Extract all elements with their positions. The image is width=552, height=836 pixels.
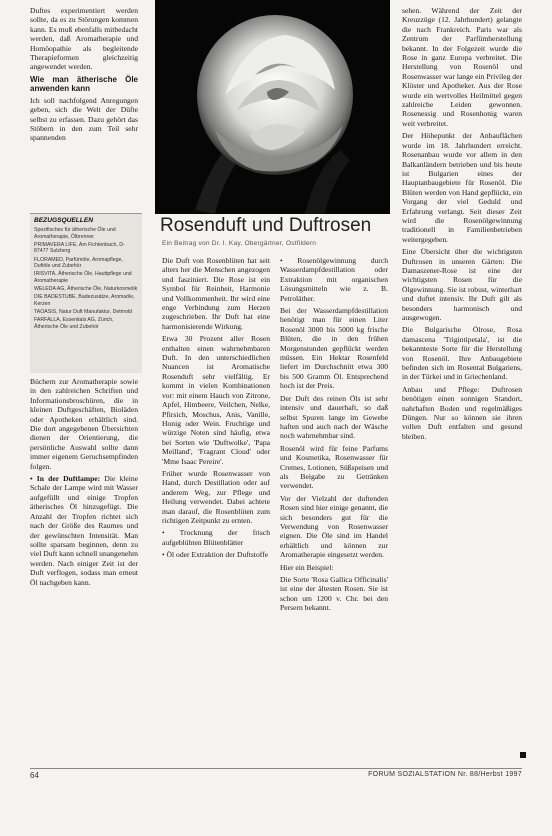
bullet-text: Die kleine Schale der Lampe wird mit Wasser aufgefüllt und einige Tropfen ätherisches Öl hinzugefügt. Die Anzahl der Tropfen richtet sich nach der Größe des Raumes und der gewünschten Intensität. Man sollte sparsam beginnen, denn zu viel Duft kann schnell unangenehm werden. Nach einiger Zeit ist der Duft verflogen, sodass man erneut Öl nachgeben kann. xyxy=(30,474,138,587)
mid1-paragraph-1: Die Duft von Rosenblüten hat seit alters her die Menschen angezogen und fasziniert. Die Rose ist ein Symbol für Reinheit, Harmonie und Vollkommenheit. Ihr wird eine enge Verbindung zum Herzen zugeschrieben. Ihr Duft hat eine harmonisierende Wirkung. xyxy=(162,256,270,331)
mid2-paragraph-4: Vor der Vielzahl der duftenden Rosen sind hier einige genannt, die sich besonders gut für die Verwendung von Rosenwasser eignen. Die Öle sind im Handel erhältlich und können zur Aromatherapie eingesetzt werden. xyxy=(280,493,388,560)
source-item: PRIMAVERA LIFE, Am Fichtenbach, D-87477 Sulzberg xyxy=(34,241,125,255)
mid2-paragraph-3: Rosenöl wird für feine Parfums und Kosmetika, Rosenwasser für Cremes, Lotionen, Süßspeisen und als Beigabe zu Getränken verwendet. xyxy=(280,443,388,491)
mid2-paragraph-5: Hier ein Beispiel: xyxy=(280,562,334,572)
left-paragraph-1: Duftes experimentiert werden sollte, da es zu Störungen kommen kann. Es muß ebenfalls mitbedacht werden, daß Aromatherapie und Homöopathie als begleitende Therapieformen gleichzeitig angewendet werden. xyxy=(30,6,138,72)
left-bottom-paragraph-1: Büchern zur Aromatherapie sowie in den zahlreichen Schriften und Informationsbroschüren, die in kleinen Duftgeschäften, Bioläden oder Apotheken erhältlich sind. Die dort angegebenen Übersichten dienen der Orientierung, die persönliche Auswahl sollte dann immer eigenem Geruchsempfinden folgen. xyxy=(30,377,138,471)
source-item: WELEDA AG, Ätherische Öle, Naturkosmetik xyxy=(34,286,138,293)
mid2-bullet-1: • Rosenölgewinnung durch Wasserdampfdestillation oder Extraktion mit organischen Lösungsmitteln wie z. B. Petroläther. xyxy=(280,256,388,303)
left-column-bottom xyxy=(30,377,138,590)
source-item: Spezifisches für ätherische Öle und Aromatherapie, Ölbrenner xyxy=(34,227,116,240)
source-item: IRISVITA, Ätherische Öle, Hauttpflege und Aromatherapie xyxy=(34,271,132,284)
right-paragraph-2: Der Höhepunkt der Anbauflächen wurde im 18. Jahrhundert erreicht. Rosenanbau wurde vor allem in den Balkanländern betrieben und bis heute ist Bulgarien eines der Hauptanbaugebiete für Rosenöl. Die Blüten werden von Hand gepflückt, ein Vorgang der viel Geduld und Erfahrung verlangt. Seit dieser Zeit wird die Rosenölgewinnung traditionell in Familienbetrieben weitergegeben. xyxy=(402,131,522,244)
source-item: FLORAMED, Parfümöle, Aromapflege, Duftöle und Zubehör xyxy=(34,256,123,270)
right-column xyxy=(402,6,522,444)
left-bottom-bullet xyxy=(30,474,138,587)
mid1-paragraph-2: Etwa 30 Prozent aller Rosen enthalten einen wahrnehmbaren Duft. In den unterschiedlichen Nuancen ist Aromatische Rosenduft sehr vielfältig. Er kommt in vielen Kombinationen vor: mit einem Hauch von Zitrone, Apfel, Himbeere, Veilchen, Nelke, Pfirsich, Moschus, Anis, Vanille, Honig oder Wein. Fruchtige und würzige Noten sind häufig, etwa bei Sorten wie 'Duftwolke', 'Papa Meilland', 'Fragrant Cloud' oder 'Mme Isaac Pereire'. xyxy=(162,334,270,466)
middle-column-1 xyxy=(162,256,270,563)
right-paragraph-3: Eine Übersicht über die wichtigsten Duftrosen in unseren Gärten: Die Damaszener-Rose ist eine der wichtigsten Rosen für die Ölgewinnung. Sie ist robust, winterhart und duftet intensiv. Ihr Duft gilt als besonders harmonisch und ausgewogen. xyxy=(402,247,522,322)
right-paragraph-4: Die Bulgarische Ölrose, Rosa damascena 'Trigintipetala', ist die bekannteste Sorte für die Herstellung von Rosenöl. Ihre Anbaugebiete befinden sich im Rosental Bulgariens, in der Türkei und in Griechenland. xyxy=(402,325,522,382)
source-item: FARFALLA, Essentials AG, Zürich, Ätherische Öle und Zubehör xyxy=(34,317,114,330)
right-paragraph-5: Anbau und Pflege: Duftrosen benötigen einen sonnigen Standort, nahrhaften Boden und regelmäßiges Düngen. Nur so können sie ihren vollen Duft entfalten und gesund bleiben. xyxy=(402,384,522,441)
mid1-bullet-1: • Trocknung der frisch aufgeblühten Blütenblätter xyxy=(162,528,270,547)
left-heading: Wie man ätherische Öle anwenden kann xyxy=(30,74,138,94)
sources-heading: BEZUGSQUELLEN xyxy=(34,217,93,224)
article-subtitle: Ein Beitrag von Dr. I. Kay, Obergärtner, Ostfildern xyxy=(162,240,317,247)
mid2-paragraph-2: Der Duft des reinen Öls ist sehr intensiv und dauerhaft, so daß selbst Spuren lange im Gewebe haften und auch nach der Wäsche noch wahrnehmbar sind. xyxy=(280,393,388,441)
journal-name: FORUM SOZIALSTATION Nr. 88/Herbst 1997 xyxy=(368,771,522,778)
article-title: Rosenduft und Duftrosen xyxy=(160,215,372,236)
left-paragraph-2: Ich soll nachfolgend Anregungen geben, sich die Welt der Düfte selbst zu erfassen. Dazu gehört das Stöbern in den zum Teil sehr spannenden xyxy=(30,95,138,143)
source-item: DIE BADESTUBE, Badezusätze, Aromaöle, Kerzen xyxy=(34,294,135,307)
sources-box xyxy=(30,213,142,373)
mid1-paragraph-3: Früher wurde Rosenwasser von Hand, durch Destillation oder auf anderem Weg, zur Pflege und Heilung verwendet. Dabei achtete man darauf, die Rosenblüten zum richtigen Zeitpunkt zu ernten. xyxy=(162,468,270,525)
left-column-top xyxy=(30,6,138,146)
right-paragraph-1: sehen. Während der Zeit der Kreuzzüge (12. Jahrhundert) gelangte die nach Frankreich. Paris war als Zentrum der Parfümherstellung bekannt. In der Folgezeit wurde die Rose in ganz Europa verbreitet. Die Herstellung von Rosenöl und Rosenwasser war lange ein Privileg der Klöster und Apotheker. Aus der Rose wurde ein wertvolles Heilmittel gegen zahlreiche Leiden gewonnen. Rosenessig und Rosenhonig waren weit verbreitet. xyxy=(402,6,522,128)
end-of-article-mark xyxy=(520,752,526,758)
bullet-title: • In der Duftlampe: xyxy=(30,474,101,484)
mid2-paragraph-1: Bei der Wasserdampfdestillation benötigt man für einen Liter Rosenöl 3000 bis 5000 kg frische Blüten, die in den frühen Morgenstunden gepflückt werden müssen. Ein Hektar Rosenfeld liefert im Durchschnitt etwa 300 bis 500 Gramm Öl. Entsprechend hoch ist der Preis. xyxy=(280,306,388,391)
mid1-bullet-2: • Öl oder Extraktion der Duftstoffe xyxy=(162,550,269,560)
rose-photo xyxy=(155,0,390,214)
mid2-paragraph-6: Die Sorte 'Rosa Gallica Officinalis' ist eine der ältesten Rosen. Sie ist schon um 1200 v. Chr. bei den Persern bekannt. xyxy=(280,575,388,613)
page-number: 64 xyxy=(30,771,39,780)
footer-divider xyxy=(30,768,522,769)
source-item: TAOASIS, Natur Duft Manufaktur, Detmold xyxy=(34,309,132,316)
rose-photo-icon xyxy=(155,0,390,214)
middle-column-2 xyxy=(280,256,388,616)
